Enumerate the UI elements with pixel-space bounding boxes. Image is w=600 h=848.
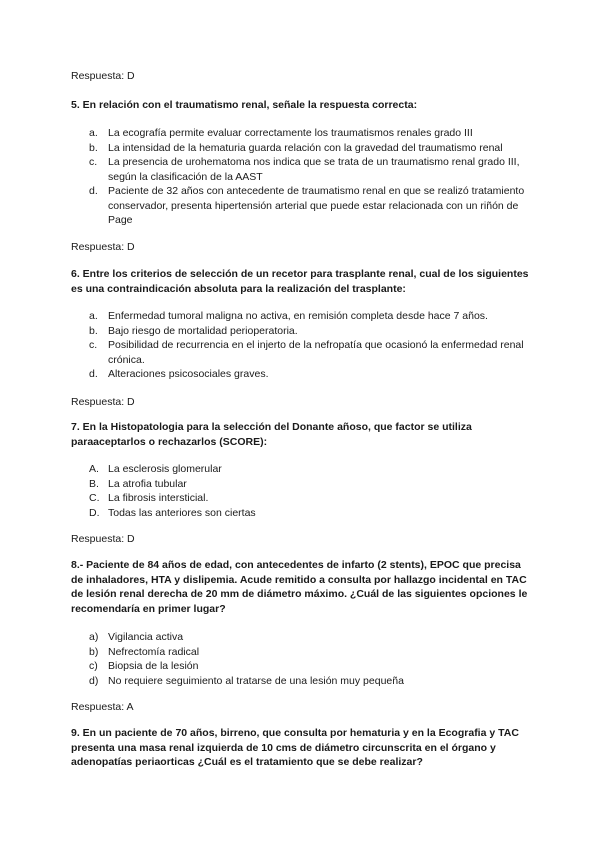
option-marker: b)	[89, 645, 99, 658]
question-8-options	[71, 630, 530, 688]
option-marker: d.	[89, 368, 98, 380]
option-marker: A.	[89, 463, 99, 475]
option-text: Bajo riesgo de mortalidad perioperatoria.	[108, 324, 298, 337]
option-c	[71, 491, 530, 506]
option-a	[71, 309, 530, 324]
option-text: Posibilidad de recurrencia en el injerto de la nefropatía que ocasionó la enfermedad renal crónica.	[108, 339, 524, 366]
option-b	[71, 324, 530, 339]
option-marker: c.	[89, 339, 98, 351]
option-b	[71, 477, 530, 492]
option-text: Alteraciones psicosociales graves.	[108, 368, 269, 380]
option-c	[71, 155, 530, 184]
option-marker: c.	[89, 156, 98, 168]
question-8-title: 8.- Paciente de 84 años de edad, con antecedentes de infarto (2 stents), EPOC que precisa de inhaladores, HTA y dislipemia. Acude remitido a consulta por hallazgo incidental en TAC de lesión renal derecha de 20 mm de diámetro máximo. ¿Cuál de las siguientes opciones le recomendaría en primer lugar?	[71, 559, 528, 615]
question-5-options	[71, 126, 530, 228]
option-marker: b.	[89, 324, 98, 337]
option-marker: d.	[89, 185, 98, 197]
option-marker: a.	[89, 310, 98, 322]
question-6-options	[71, 309, 530, 382]
answer-q4: Respuesta: D	[71, 70, 135, 82]
option-a	[71, 630, 530, 645]
option-text: Biopsia de la lesión	[108, 660, 199, 672]
option-text: La presencia de urohematoma nos indica que se trata de un traumatismo renal grado III, según la clasificación de la AAST	[108, 156, 520, 183]
option-marker: B.	[89, 477, 99, 490]
option-text: Enfermedad tumoral maligna no activa, en remisión completa desde hace 7 años.	[108, 310, 488, 322]
option-text: No requiere seguimiento al tratarse de una lesión muy pequeña	[108, 674, 404, 687]
option-text: La esclerosis glomerular	[108, 463, 222, 475]
option-text: Vigilancia activa	[108, 631, 184, 643]
question-5-title: 5. En relación con el traumatismo renal, señale la respuesta correcta:	[71, 99, 418, 111]
option-c	[71, 338, 530, 367]
option-marker: a.	[89, 127, 98, 139]
option-d	[71, 674, 530, 689]
option-a	[71, 126, 530, 141]
question-7-title: 7. En la Histopatologia para la selección del Donante añoso, que factor se utiliza paraaceptarlos o rechazarlos (SCORE):	[71, 421, 472, 448]
option-b	[71, 141, 530, 156]
answer-q7: Respuesta: D	[71, 533, 135, 545]
option-text: La ecografía permite evaluar correctamente los traumatismos renales grado III	[108, 127, 473, 139]
option-d	[71, 184, 530, 228]
option-text: Todas las anteriores son ciertas	[108, 506, 256, 519]
answer-q6: Respuesta: D	[71, 396, 135, 408]
option-marker: a)	[89, 631, 99, 643]
question-7-options	[71, 462, 530, 520]
option-marker: C.	[89, 492, 100, 504]
option-text: La intensidad de la hematuria guarda relación con la gravedad del traumatismo renal	[108, 141, 503, 154]
question-9-title: 9. En un paciente de 70 años, birreno, que consulta por hematuria y en la Ecografia y TAC presenta una masa renal izquierda de 10 cms de diámetro circunscrita en el órgano y adenopatías periaorticas ¿Cuál es el tratamiento que se debe realizar?	[71, 727, 519, 768]
option-text: Paciente de 32 años con antecedente de traumatismo renal en que se realizó tratamiento conservador, presenta hipertensión arterial que puede estar relacionada con un riñón de Page	[108, 185, 525, 226]
option-marker: D.	[89, 506, 100, 519]
option-text: La atrofia tubular	[108, 477, 187, 490]
option-c	[71, 659, 530, 674]
answer-q8: Respuesta: A	[71, 701, 134, 713]
option-a	[71, 462, 530, 477]
option-marker: c)	[89, 660, 98, 672]
option-marker: d)	[89, 674, 99, 687]
option-marker: b.	[89, 141, 98, 154]
option-text: Nefrectomía radical	[108, 645, 200, 658]
question-6-title: 6. Entre los criterios de selección de un recetor para trasplante renal, cual de los siguientes es una contraindicación absoluta para la realización del trasplante:	[71, 268, 529, 295]
answer-q5: Respuesta: D	[71, 241, 135, 253]
option-b	[71, 645, 530, 660]
option-d	[71, 506, 530, 521]
option-text: La fibrosis intersticial.	[108, 492, 209, 504]
option-d	[71, 367, 530, 382]
